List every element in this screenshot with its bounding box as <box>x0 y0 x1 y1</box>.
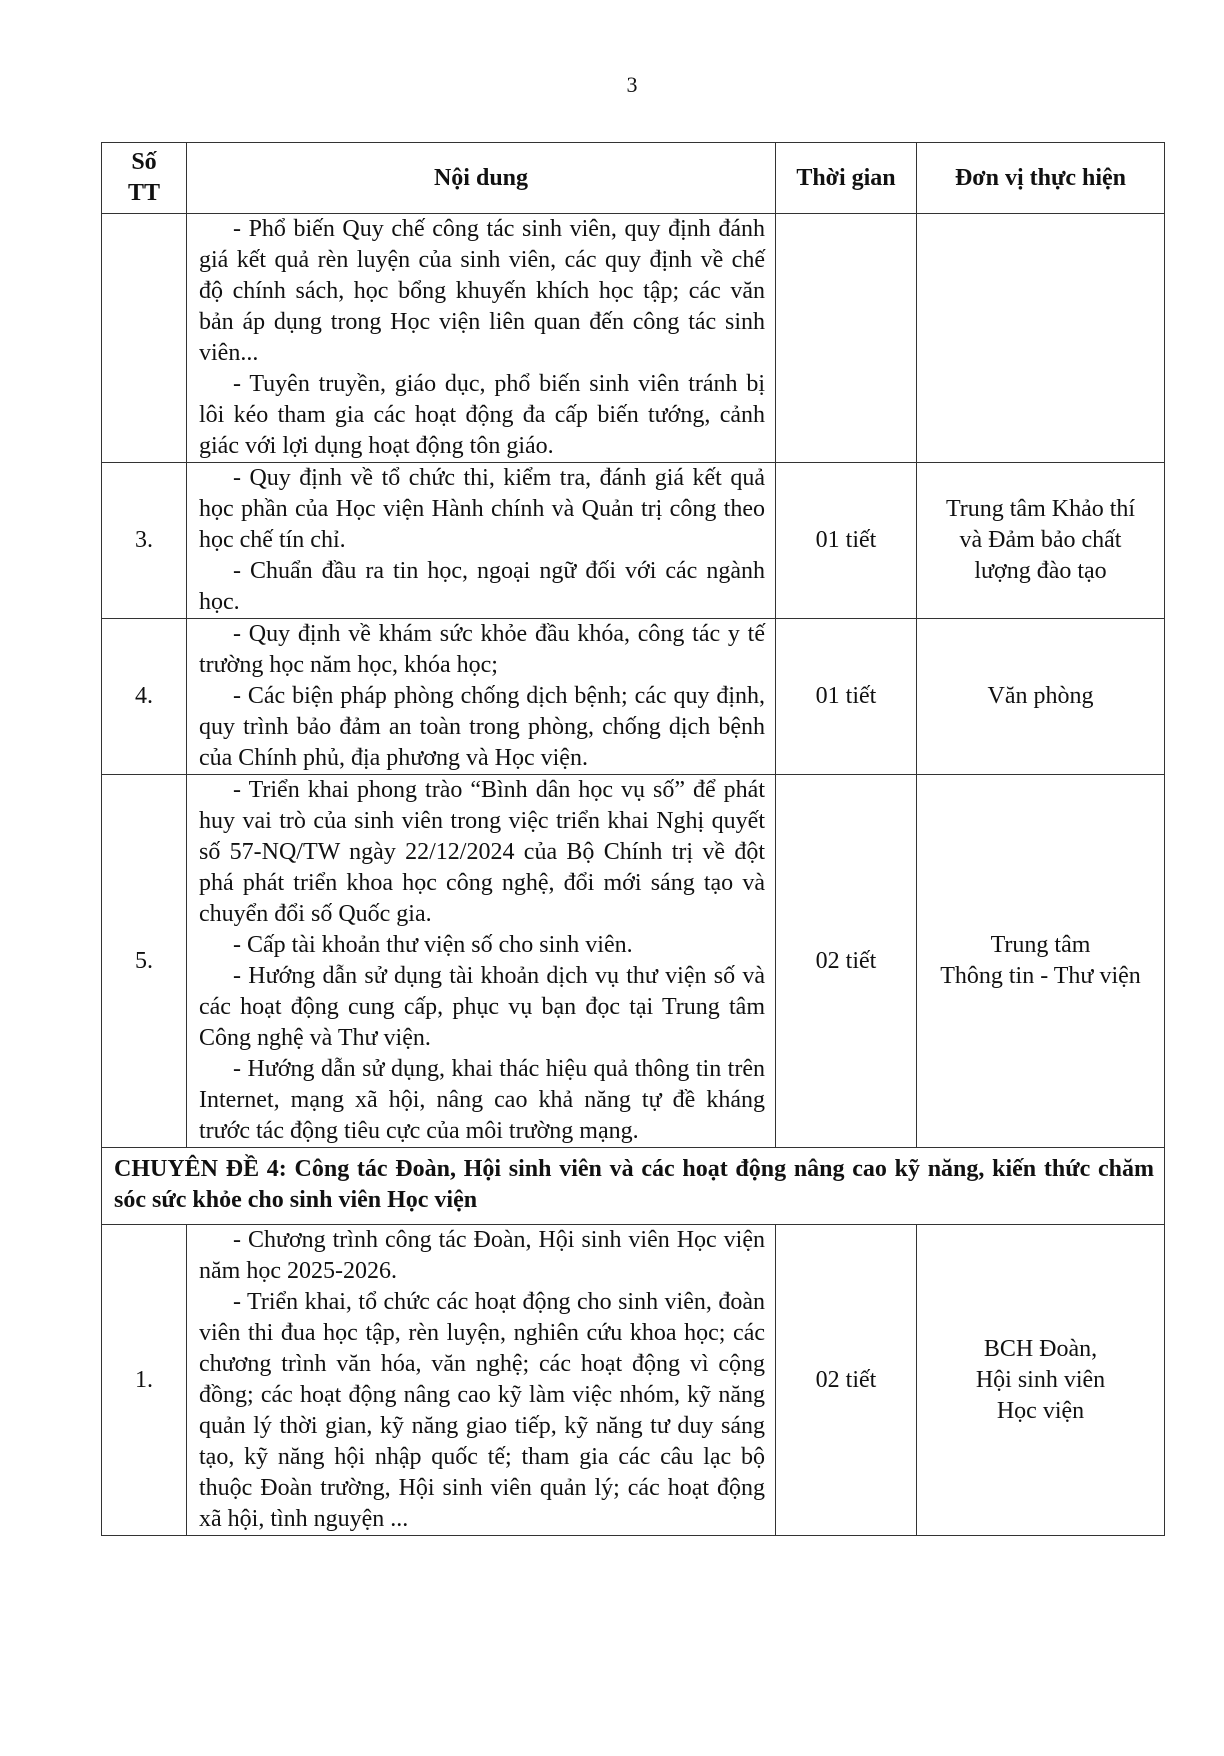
table-row <box>102 775 1165 1148</box>
row-content <box>187 214 776 463</box>
header-stt-line2: TT <box>127 180 160 206</box>
row-time: 01 tiết <box>776 619 917 775</box>
row-unit <box>917 619 1165 775</box>
page-number: 3 <box>626 72 638 97</box>
table-header-row <box>102 143 1165 214</box>
row-number: 5. <box>102 775 187 1148</box>
header-time: Thời gian <box>776 143 917 214</box>
header-stt <box>102 143 187 214</box>
table-row <box>102 214 1165 463</box>
row-time: 01 tiết <box>776 463 917 619</box>
program-table <box>101 142 1165 1536</box>
content-paragraph: - Chuẩn đầu ra tin học, ngoại ngữ đối với các ngành học. <box>199 558 765 615</box>
content-paragraph: - Cấp tài khoản thư viện số cho sinh viên. <box>233 932 633 958</box>
content-paragraph: - Quy định về khám sức khỏe đầu khóa, công tác y tế trường học năm học, khóa học; <box>199 621 765 678</box>
row-unit <box>917 1225 1165 1536</box>
row-time <box>776 214 917 463</box>
content-paragraph: - Các biện pháp phòng chống dịch bệnh; các quy định, quy trình bảo đảm an toàn trong phòng, chống dịch bệnh của Chính phủ, địa phương và Học viện. <box>199 683 765 771</box>
table-row <box>102 619 1165 775</box>
row-content <box>187 1225 776 1536</box>
row-number <box>102 214 187 463</box>
section4-title: CHUYÊN ĐỀ 4: Công tác Đoàn, Hội sinh viên và các hoạt động nâng cao kỹ năng, kiến thức chăm sóc sức khỏe cho sinh viên Học viện <box>102 1148 1165 1225</box>
row-number: 3. <box>102 463 187 619</box>
unit-line: Học viện <box>996 1397 1085 1424</box>
row-unit <box>917 463 1165 619</box>
content-paragraph: - Hướng dẫn sử dụng, khai thác hiệu quả thông tin trên Internet, mạng xã hội, nâng cao khả năng tự đề kháng trước tác động tiêu cực của môi trường mạng. <box>199 1056 765 1144</box>
content-paragraph: - Quy định về tổ chức thi, kiểm tra, đánh giá kết quả học phần của Học viện Hành chính và Quản trị công theo học chế tín chỉ. <box>199 465 765 553</box>
table-row <box>102 1225 1165 1536</box>
row-content <box>187 775 776 1148</box>
unit-line: và Đảm bảo chất <box>959 527 1122 553</box>
unit-line: lượng đào tạo <box>974 558 1107 584</box>
table-row <box>102 463 1165 619</box>
unit-line: Hội sinh viên <box>975 1366 1106 1393</box>
row-number: 1. <box>102 1225 187 1536</box>
row-time: 02 tiết <box>776 1225 917 1536</box>
row-content <box>187 619 776 775</box>
header-stt-line1: Số <box>131 149 157 175</box>
section-row <box>102 1148 1165 1225</box>
content-paragraph: - Triển khai phong trào “Bình dân học vụ số” để phát huy vai trò của sinh viên trong việc triển khai Nghị quyết số 57-NQ/TW ngày 22/12/2024 của Bộ Chính trị về đột phá phát triển khoa học công nghệ, đổi mới sáng tạo và chuyển đổi số Quốc gia. <box>199 777 765 927</box>
content-paragraph: - Hướng dẫn sử dụng tài khoản dịch vụ thư viện số và các hoạt động cung cấp, phục vụ bạn đọc tại Trung tâm Công nghệ và Thư viện. <box>199 963 765 1051</box>
unit-line: Thông tin - Thư viện <box>940 963 1141 989</box>
content-paragraph: - Phổ biến Quy chế công tác sinh viên, quy định đánh giá kết quả rèn luyện của sinh viên, các quy định về chế độ chính sách, học bổng khuyến khích học tập; các văn bản áp dụng trong Học viện liên quan đến công tác sinh viên... <box>199 216 765 366</box>
row-unit <box>917 214 1165 463</box>
row-unit <box>917 775 1165 1148</box>
header-content: Nội dung <box>187 143 776 214</box>
header-unit: Đơn vị thực hiện <box>917 143 1165 214</box>
content-paragraph: - Triển khai, tổ chức các hoạt động cho sinh viên, đoàn viên thi đua học tập, rèn luyện, nghiên cứu khoa học; các chương trình văn hóa, văn nghệ; các hoạt động vì cộng đồng; các hoạt động nâng cao kỹ làm việc nhóm, kỹ năng quản lý thời gian, kỹ năng giao tiếp, kỹ năng tư duy sáng tạo, kỹ năng hội nhập quốc tế; tham gia các câu lạc bộ thuộc Đoàn trường, Hội sinh viên quản lý; các hoạt động xã hội, tình nguyện ... <box>199 1289 765 1532</box>
content-paragraph: - Tuyên truyền, giáo dục, phổ biến sinh viên tránh bị lôi kéo tham gia các hoạt động đa cấp biến tướng, cảnh giác với lợi dụng hoạt động tôn giáo. <box>199 371 765 459</box>
unit-line: BCH Đoàn, <box>983 1335 1098 1362</box>
row-content <box>187 463 776 619</box>
unit-line: Trung tâm <box>990 932 1091 958</box>
row-number: 4. <box>102 619 187 775</box>
content-paragraph: - Chương trình công tác Đoàn, Hội sinh viên Học viện năm học 2025-2026. <box>199 1227 765 1284</box>
unit-line: Văn phòng <box>987 683 1094 709</box>
unit-line: Trung tâm Khảo thí <box>945 496 1136 522</box>
row-time: 02 tiết <box>776 775 917 1148</box>
